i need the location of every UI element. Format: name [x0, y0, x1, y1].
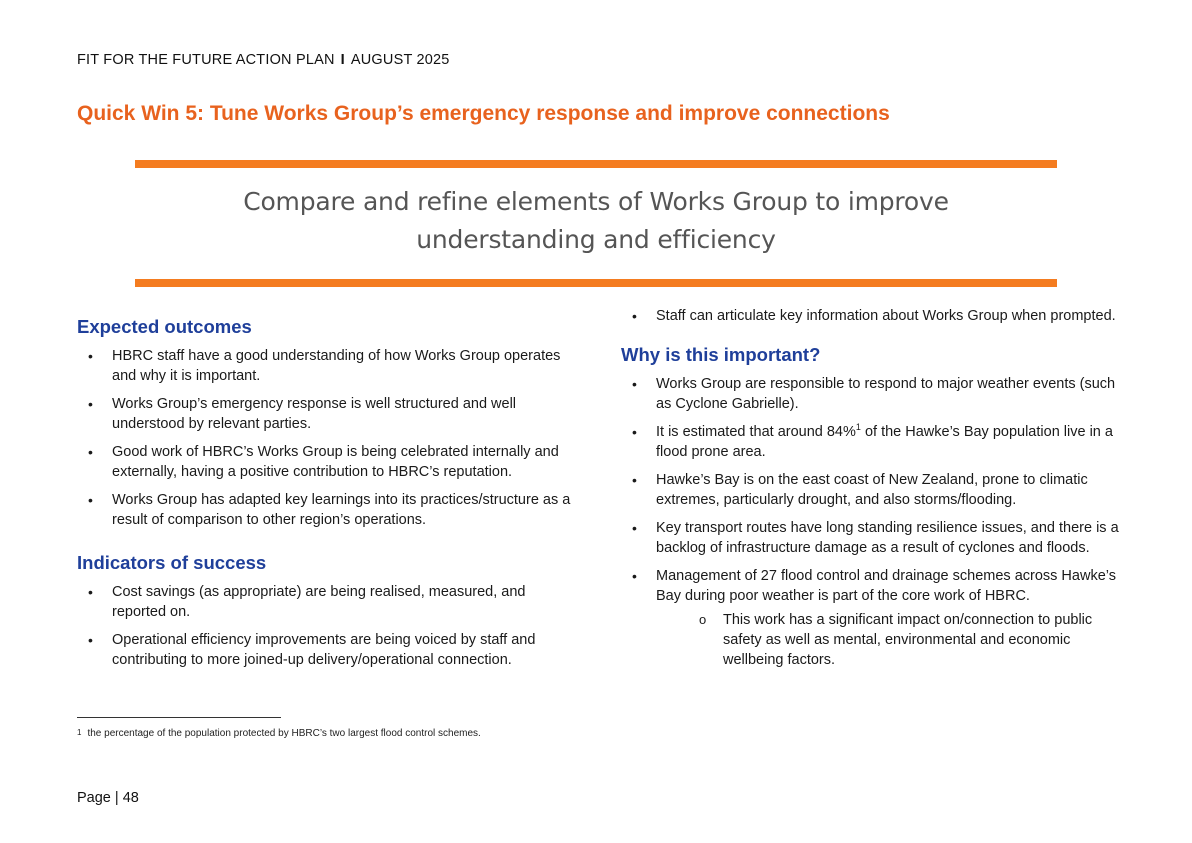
page-number: Page | 48: [77, 790, 139, 806]
footnote-text: the percentage of the population protected by HBRC’s two largest flood control schemes.: [87, 728, 481, 739]
right-column: [621, 306, 1121, 670]
footnote-divider: [77, 717, 281, 718]
circle-bullet-icon: o: [699, 612, 707, 627]
bullet-icon: •: [632, 376, 637, 392]
list-item: • Key transport routes have long standing resilience issues, and there is a backlog of infrastructure damage as a result of cyclones and floods.: [632, 520, 1119, 556]
list-item: • Staff can articulate key information about Works Group when prompted.: [632, 308, 1116, 324]
indicators-list-continued: [621, 306, 1121, 326]
list-item: • Management of 27 flood control and drainage schemes across Hawke’s Bay during poor weather is part of the core work of HBRC.: [632, 568, 1116, 604]
tagline-line-2: understanding and efficiency: [416, 225, 776, 254]
bullet-icon: •: [88, 632, 93, 648]
bullet-icon: •: [88, 444, 93, 460]
indicators-list: [77, 582, 577, 670]
list-item: • Good work of HBRC’s Works Group is being celebrated internally and externally, having a positive contribution to HBRC’s reputation.: [88, 444, 559, 480]
bullet-icon: •: [632, 520, 637, 536]
list-item: • It is estimated that around 84%$^1$ of the Hawke’s Bay population live in a flood prone area.: [632, 422, 1113, 460]
bullet-icon: •: [632, 308, 637, 324]
bullet-icon: •: [88, 396, 93, 412]
document-header: [77, 52, 450, 68]
bullet-icon: •: [632, 424, 637, 440]
bullet-icon: •: [88, 348, 93, 364]
bullet-icon: •: [88, 492, 93, 508]
list-item: • Works Group are responsible to respond to major weather events (such as Cyclone Gabrielle).: [632, 376, 1116, 412]
sub-list-item: o This work has a significant impact on/connection to public safety as well as mental, environmental and economic wellbeing factors.: [699, 612, 1093, 668]
indicators-heading: Indicators of success: [77, 552, 267, 573]
footnote-mark: 1: [77, 728, 82, 737]
tagline-line-1: Compare and refine elements of Works Group to improve: [243, 187, 949, 216]
header-date: AUGUST 2025: [350, 52, 450, 68]
expected-outcomes-list: [77, 346, 577, 530]
tagline-top-rule: [135, 160, 1057, 168]
list-item: • Cost savings (as appropriate) are being realised, measured, and reported on.: [88, 584, 526, 620]
expected-outcomes-heading: Expected outcomes: [77, 316, 252, 337]
footnote-reference: 1: [855, 422, 861, 433]
list-item: • HBRC staff have a good understanding of how Works Group operates and why it is important.: [88, 348, 561, 384]
left-column: [77, 316, 577, 678]
list-item: • Hawke’s Bay is on the east coast of New Zealand, prone to climatic extremes, particularly drought, and also storms/flooding.: [632, 472, 1088, 508]
list-item: • Operational efficiency improvements are being voiced by staff and contributing to more joined-up delivery/operational connection.: [88, 632, 536, 668]
tagline-bottom-rule: [135, 279, 1057, 287]
bullet-icon: •: [632, 568, 637, 584]
why-important-list: [621, 374, 1121, 606]
header-separator: I: [340, 52, 345, 68]
tagline: [135, 183, 1057, 259]
footnote: [77, 728, 481, 739]
why-important-heading: Why is this important?: [621, 344, 821, 365]
bullet-icon: •: [632, 472, 637, 488]
list-item: • Works Group’s emergency response is well structured and well understood by relevant parties.: [88, 396, 517, 432]
list-item: • Works Group has adapted key learnings into its practices/structure as a result of comparison to other region’s operations.: [88, 492, 571, 528]
why-important-sublist: [621, 610, 1121, 670]
bullet-icon: •: [88, 584, 93, 600]
header-title: FIT FOR THE FUTURE ACTION PLAN: [77, 52, 335, 68]
page-title: Quick Win 5: Tune Works Group’s emergency response and improve connections: [77, 102, 890, 125]
